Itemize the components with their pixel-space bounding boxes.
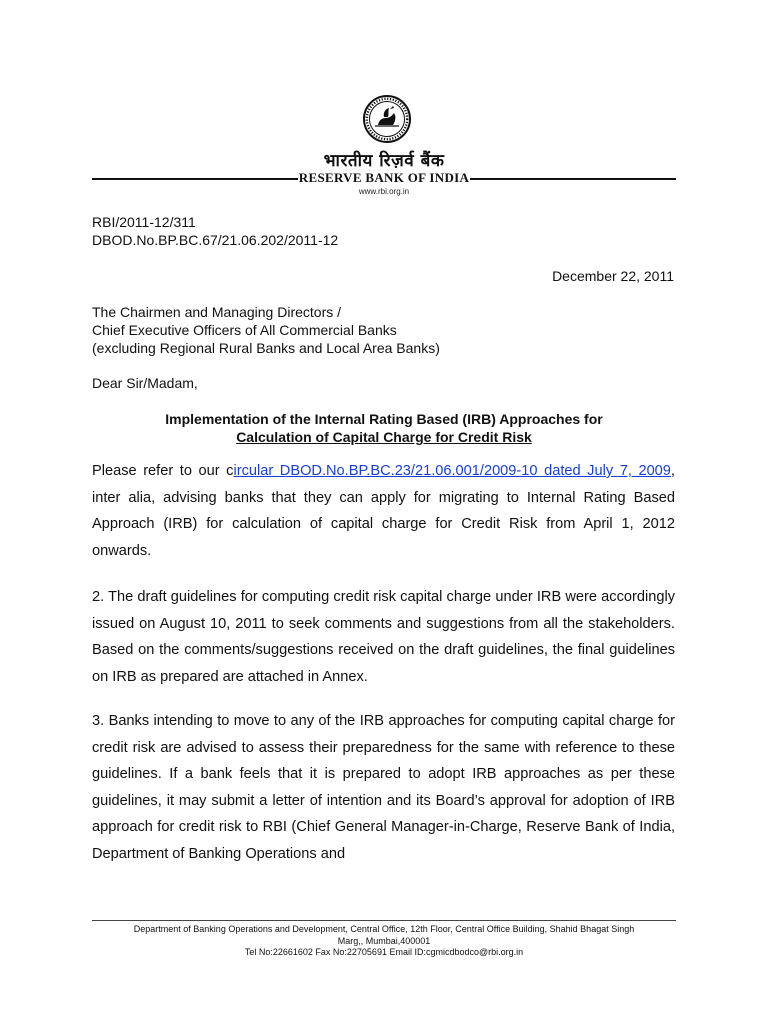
circular-number: DBOD.No.BP.BC.67/21.06.202/2011-12 — [92, 232, 339, 248]
bank-name-english: RESERVE BANK OF INDIA — [298, 170, 470, 185]
addressee-line: The Chairmen and Managing Directors / — [92, 304, 342, 320]
reference-number: RBI/2011-12/311 — [92, 214, 196, 230]
paragraph-1-body: , inter alia, advising banks that they can apply for migrating to Internal Rating Based Approach (IRB) for calculation of capital charge for Credit Risk from April 1, 2012 onwards. — [92, 463, 675, 559]
letterhead — [92, 92, 676, 210]
bank-name-hindi: भारतीय रिज़र्व बैंक — [323, 151, 445, 171]
addressee-line: Chief Executive Officers of All Commercial Banks — [92, 322, 397, 338]
rule-right — [470, 178, 676, 180]
addressee — [92, 303, 440, 357]
subject-heading — [92, 410, 676, 446]
letter-date: December 22, 2011 — [552, 268, 674, 284]
addressee-line: (excluding Regional Rural Banks and Local Area Banks) — [92, 340, 440, 356]
bank-website[interactable]: www.rbi.org.in — [358, 187, 410, 196]
rule-left — [92, 178, 298, 180]
letterhead-rule — [92, 171, 676, 185]
paragraph-1-intro: Please refer to our c — [92, 463, 234, 479]
footer-address-city: Marg,, Mumbai,400001 — [337, 935, 431, 946]
footer-address: Department of Banking Operations and Development, Central Office, 12th Floor, Central Office Building, Shahid Bhagat Singh — [133, 924, 635, 934]
rbi-seal-icon — [362, 94, 412, 144]
subject-line-underlined: Calculation of Capital Charge for Credit Risk — [236, 429, 532, 445]
paragraph-1 — [92, 458, 675, 564]
subject-line: Implementation of the Internal Rating Based (IRB) Approaches for — [165, 411, 603, 427]
paragraph-3: 3. Banks intending to move to any of the IRB approaches for computing capital charge for credit risk are advised to assess their preparedness for the same with reference to these guidelines. If a bank feels that it is prepared to adopt IRB approaches as per these guidelines, it may submit a letter of intention and its Board’s approval for adoption of IRB approach for credit risk to RBI (Chief General Manager-in-Charge, Reserve Bank of India, Department of Banking Operations and — [92, 713, 675, 862]
paragraph-2: 2. The draft guidelines for computing credit risk capital charge under IRB were accordingly issued on August 10, 2011 to seek comments and suggestions from all the stakeholders. Based on the comments/suggestions received on the draft guidelines, the final guidelines on IRB as prepared are attached in Annex. — [92, 589, 675, 685]
salutation: Dear Sir/Madam, — [92, 375, 198, 391]
page-footer — [92, 920, 676, 959]
footer-contact: Tel No:22661602 Fax No:22705691 Email ID:cgmicdbodco@rbi.org.in — [244, 947, 524, 957]
circular-link[interactable]: ircular DBOD.No.BP.BC.23/21.06.001/2009-10 dated July 7, 2009 — [233, 463, 671, 479]
